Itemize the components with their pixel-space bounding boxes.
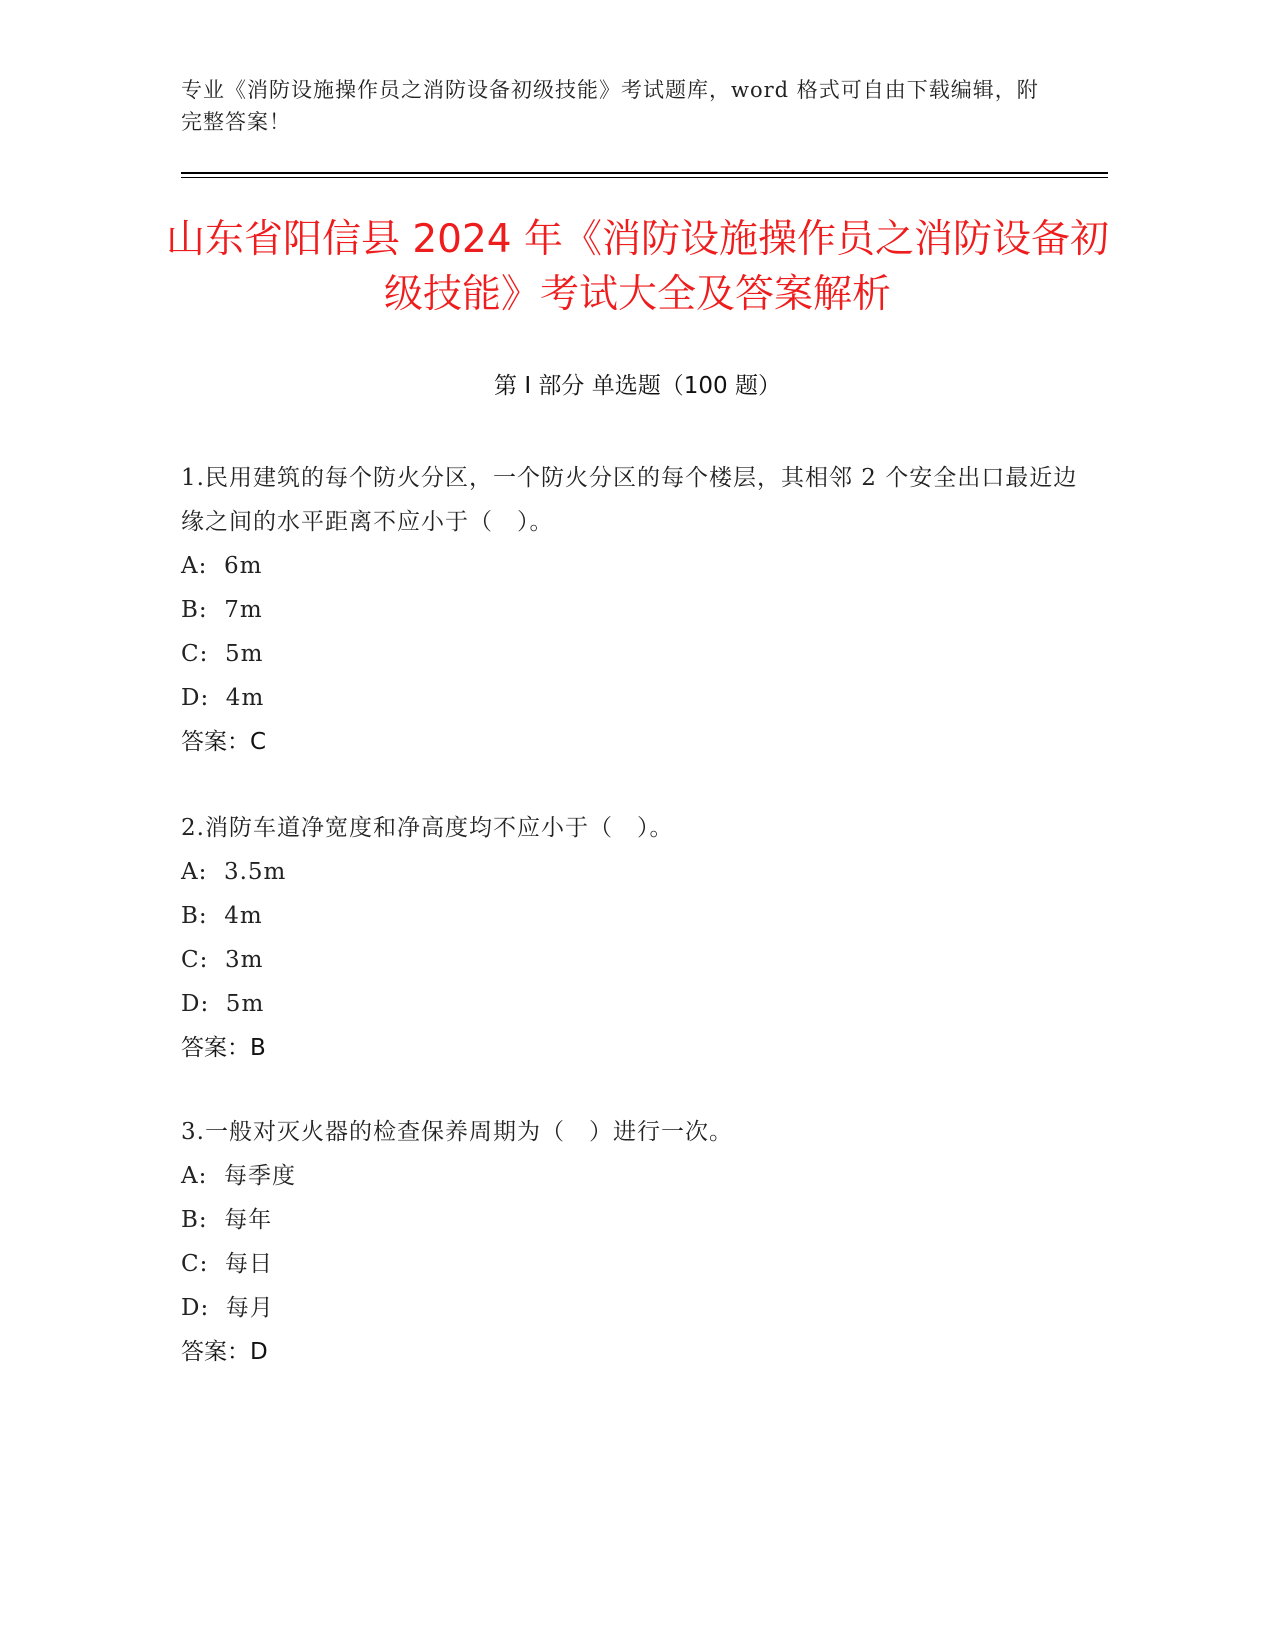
document-title: 山东省阳信县 2024 年《消防设施操作员之消防设备初级技能》考试大全及答案解析 (165, 217, 1110, 317)
option-d: D: 4m (181, 685, 265, 711)
option-d: D: 每月 (181, 1295, 274, 1321)
option-b: B: 7m (181, 597, 263, 623)
question-stem: 1.民用建筑的每个防火分区，一个防火分区的每个楼层，其相邻 2 个安全出口最近边缘之间的水平距离不应小于（ ）。 (181, 465, 1078, 535)
question-stem: 3.一般对灭火器的检查保养周期为（ ）进行一次。 (181, 1119, 733, 1145)
option-c: C: 每日 (181, 1251, 273, 1277)
option-a: A: 6m (181, 553, 263, 579)
header-divider-thick (181, 172, 1108, 174)
header-note: 专业《消防设施操作员之消防设备初级技能》考试题库，word 格式可自由下载编辑，附完整答案！ (181, 78, 1039, 134)
question-3 (181, 1110, 1081, 1374)
answer-line: 答案：D (181, 1339, 268, 1365)
question-1 (181, 456, 1081, 764)
answer-line: 答案：C (181, 729, 267, 755)
question-2 (181, 806, 1081, 1070)
section-heading: 第 I 部分 单选题（100 题） (494, 373, 781, 399)
option-a: A: 每季度 (181, 1163, 296, 1189)
option-b: B: 每年 (181, 1207, 273, 1233)
option-c: C: 3m (181, 947, 264, 973)
option-a: A: 3.5m (181, 859, 287, 885)
question-stem: 2.消防车道净宽度和净高度均不应小于（ ）。 (181, 815, 674, 841)
answer-line: 答案：B (181, 1035, 266, 1061)
option-b: B: 4m (181, 903, 263, 929)
header-divider-thin (181, 177, 1108, 178)
option-c: C: 5m (181, 641, 264, 667)
option-d: D: 5m (181, 991, 265, 1017)
